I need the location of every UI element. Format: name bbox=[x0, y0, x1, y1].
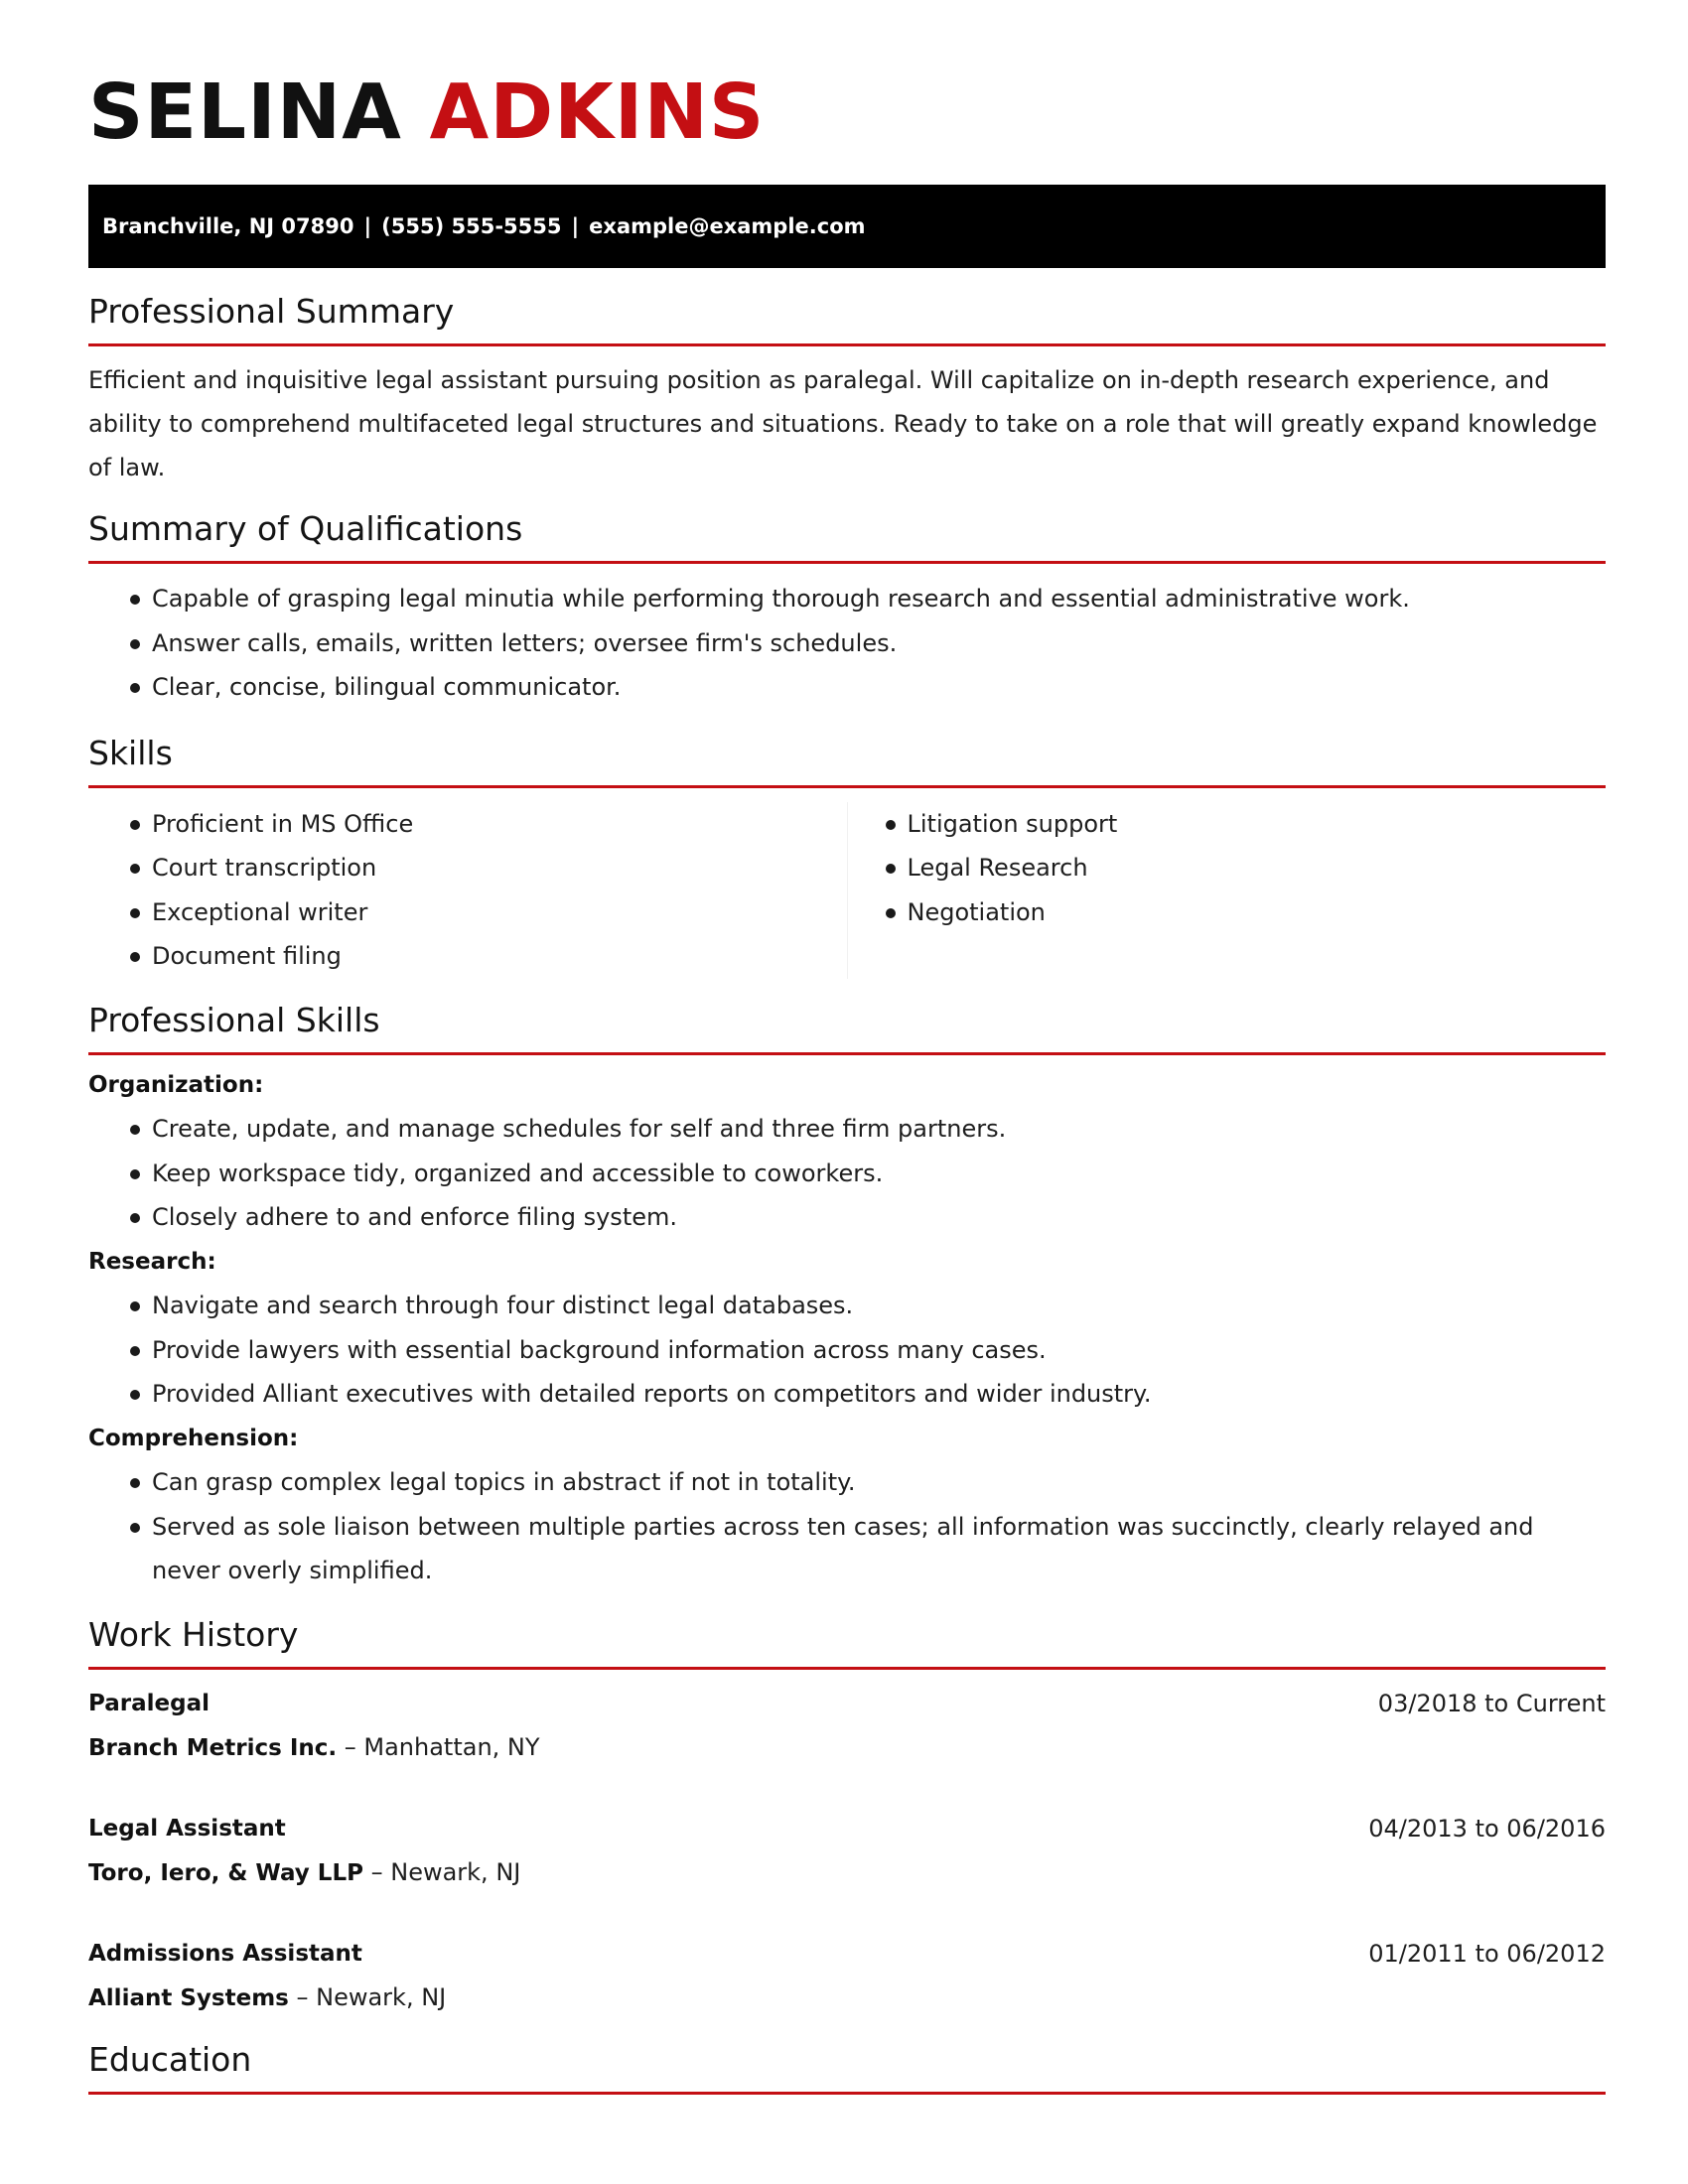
job-company-line bbox=[88, 1725, 1606, 1770]
section-heading: Professional Summary bbox=[88, 292, 1606, 346]
list-item: Litigation support bbox=[848, 802, 1607, 847]
list-item: Clear, concise, bilingual communicator. bbox=[88, 665, 1606, 710]
section-heading: Professional Skills bbox=[88, 1001, 1606, 1055]
contact-separator: | bbox=[571, 214, 580, 238]
bullet-icon bbox=[130, 820, 140, 830]
job-dates: 03/2018 to Current bbox=[1377, 1689, 1606, 1717]
bullet-icon bbox=[130, 1523, 140, 1533]
bullet-icon bbox=[130, 639, 140, 649]
list-item: Proficient in MS Office bbox=[88, 802, 847, 847]
list-item: Closely adhere to and enforce filing system. bbox=[88, 1195, 1606, 1240]
section-work-history bbox=[88, 1615, 1606, 2020]
job-dash: – bbox=[288, 1982, 317, 2011]
candidate-name bbox=[88, 64, 1606, 163]
bullet-icon bbox=[130, 1390, 140, 1400]
list-item: Negotiation bbox=[848, 890, 1607, 935]
bullet-icon bbox=[130, 1346, 140, 1356]
bullet-icon bbox=[130, 908, 140, 918]
skills-grid bbox=[88, 802, 1606, 979]
job-location: Newark, NJ bbox=[390, 1857, 521, 1886]
bullet-icon bbox=[886, 864, 896, 874]
job-title: Admissions Assistant bbox=[88, 1940, 362, 1967]
list-item: Navigate and search through four distinct legal databases. bbox=[88, 1284, 1606, 1328]
contact-bar bbox=[88, 185, 1606, 268]
contact-email: example@example.com bbox=[589, 214, 866, 238]
professional-skills-body bbox=[88, 1063, 1606, 1593]
last-name: ADKINS bbox=[429, 68, 766, 157]
contact-location: Branchville, NJ 07890 bbox=[102, 214, 354, 238]
job-company: Alliant Systems bbox=[88, 1984, 289, 2011]
bullet-icon bbox=[886, 908, 896, 918]
list-item: Served as sole liaison between multiple parties across ten cases; all information was succinctly, clearly relayed and never overly simplified. bbox=[88, 1505, 1606, 1593]
bullet-icon bbox=[130, 864, 140, 874]
job-location: Manhattan, NY bbox=[363, 1732, 540, 1761]
bullet-icon bbox=[130, 595, 140, 605]
job-dash: – bbox=[337, 1732, 364, 1761]
job-entry bbox=[88, 1807, 1606, 1895]
bullet-icon bbox=[130, 1301, 140, 1311]
list-item: Create, update, and manage schedules for self and three firm partners. bbox=[88, 1107, 1606, 1152]
job-title: Paralegal bbox=[88, 1690, 210, 1716]
bullet-icon bbox=[130, 1169, 140, 1179]
list-item: Capable of grasping legal minutia while performing thorough research and essential administrative work. bbox=[88, 577, 1606, 621]
skill-group-list bbox=[88, 1284, 1606, 1417]
job-title: Legal Assistant bbox=[88, 1815, 286, 1842]
job-entry bbox=[88, 1932, 1606, 2020]
job-company: Branch Metrics Inc. bbox=[88, 1734, 338, 1761]
section-heading: Education bbox=[88, 2040, 1606, 2095]
qualifications-list bbox=[88, 577, 1606, 710]
bullet-icon bbox=[130, 1125, 140, 1135]
list-item: Keep workspace tidy, organized and accessible to coworkers. bbox=[88, 1152, 1606, 1196]
bullet-icon bbox=[886, 820, 896, 830]
list-item: Answer calls, emails, written letters; oversee firm's schedules. bbox=[88, 621, 1606, 666]
skills-list-right bbox=[848, 802, 1607, 979]
section-heading: Skills bbox=[88, 734, 1606, 788]
list-item: Legal Research bbox=[848, 846, 1607, 890]
section-heading: Summary of Qualifications bbox=[88, 509, 1606, 564]
list-item: Provide lawyers with essential background information across many cases. bbox=[88, 1328, 1606, 1373]
list-item: Court transcription bbox=[88, 846, 847, 890]
section-professional-skills bbox=[88, 1001, 1606, 1593]
section-heading: Work History bbox=[88, 1615, 1606, 1670]
contact-separator: | bbox=[363, 214, 372, 238]
section-education bbox=[88, 2040, 1606, 2095]
section-professional-summary bbox=[88, 292, 1606, 489]
list-item: Can grasp complex legal topics in abstract if not in totality. bbox=[88, 1460, 1606, 1505]
job-dash: – bbox=[362, 1857, 391, 1886]
bullet-icon bbox=[130, 952, 140, 962]
list-item: Provided Alliant executives with detailed reports on competitors and wider industry. bbox=[88, 1372, 1606, 1417]
contact-phone: (555) 555-5555 bbox=[381, 214, 562, 238]
job-entry bbox=[88, 1682, 1606, 1770]
first-name: SELINA bbox=[88, 68, 402, 157]
job-dates: 01/2011 to 06/2012 bbox=[1368, 1939, 1606, 1968]
list-item: Exceptional writer bbox=[88, 890, 847, 935]
job-company-line bbox=[88, 1976, 1606, 2020]
skill-group-title: Comprehension: bbox=[88, 1425, 299, 1451]
skill-group-list bbox=[88, 1460, 1606, 1593]
bullet-icon bbox=[130, 683, 140, 693]
bullet-icon bbox=[130, 1213, 140, 1223]
section-qualifications bbox=[88, 509, 1606, 710]
resume-page bbox=[88, 0, 1606, 2095]
bullet-icon bbox=[130, 1478, 140, 1488]
skill-group-title: Organization: bbox=[88, 1071, 264, 1098]
skill-group-title: Research: bbox=[88, 1248, 216, 1275]
section-skills bbox=[88, 734, 1606, 979]
skills-list-left bbox=[88, 802, 848, 979]
summary-text: Efficient and inquisitive legal assistant pursuing position as paralegal. Will capitalize on in-depth research experience, and ability to comprehend multifaceted legal structures and situations. Ready to take on a role that will greatly expand knowledge of law. bbox=[88, 366, 1598, 481]
job-dates: 04/2013 to 06/2016 bbox=[1368, 1814, 1606, 1843]
job-company-line bbox=[88, 1850, 1606, 1895]
list-item: Document filing bbox=[88, 934, 847, 979]
job-location: Newark, NJ bbox=[316, 1982, 447, 2011]
skill-group-list bbox=[88, 1107, 1606, 1240]
job-company: Toro, Iero, & Way LLP bbox=[88, 1859, 363, 1886]
